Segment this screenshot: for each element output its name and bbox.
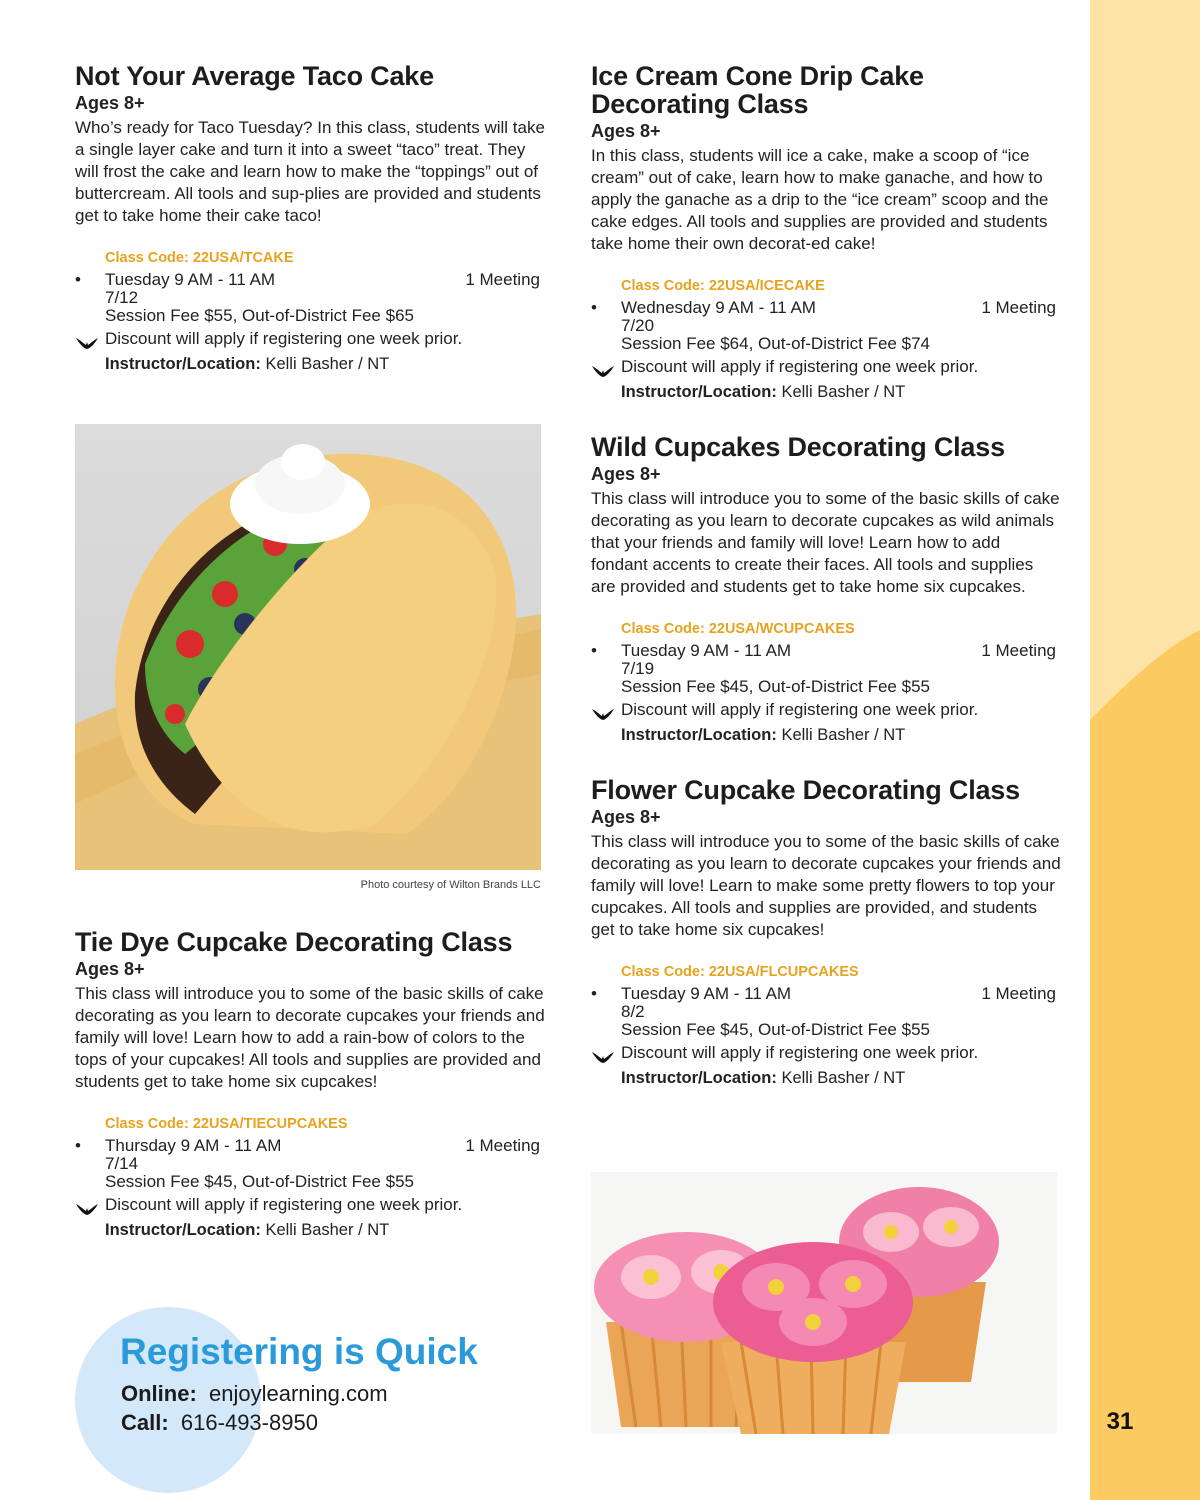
session-date: 7/12 <box>105 288 139 307</box>
session-info <box>75 271 545 325</box>
instructor-location <box>591 1065 1061 1091</box>
instructor-value: Kelli Basher / NT <box>781 1069 906 1087</box>
bird-icon <box>75 1199 99 1213</box>
course-ages: Ages 8+ <box>75 959 145 979</box>
discount-note <box>75 327 545 351</box>
photo-caption: Photo courtesy of Wilton Brands LLC <box>360 879 541 891</box>
session-info <box>75 1137 545 1191</box>
discount-note <box>591 698 1061 722</box>
course-title: Flower Cupcake Decorating Class <box>591 775 1020 805</box>
discount-note <box>591 1041 1061 1065</box>
course-description: Who’s ready for Taco Tuesday? In this class, students will take a single layer cake and turn it into a sweet “taco” treat. They will frost the cake and learn how to make the “toppings” out of buttercream. All tools and sup-plies are provided and students get to take home their cake taco! <box>75 118 545 225</box>
session-fees: Session Fee $55, Out-of-District Fee $65 <box>105 306 414 325</box>
session-date: 7/19 <box>621 659 655 678</box>
instructor-label: Instructor/Location: <box>621 1069 777 1087</box>
instructor-label: Instructor/Location: <box>105 355 261 373</box>
instructor-label: Instructor/Location: <box>105 1221 261 1239</box>
meeting-count: 1 Meeting <box>981 984 1056 1003</box>
discount-text: Discount will apply if registering one week prior. <box>105 329 463 348</box>
meeting-count: 1 Meeting <box>465 270 540 289</box>
course-ages: Ages 8+ <box>591 464 661 484</box>
call-label: Call: <box>121 1410 169 1435</box>
session-day: Tuesday 9 AM - 11 AM <box>105 270 276 289</box>
instructor-location <box>591 722 1061 748</box>
course-ages: Ages 8+ <box>75 93 145 113</box>
course-flower-cupcake <box>591 776 1061 1091</box>
phone-number[interactable]: 616-493-8950 <box>180 1410 318 1435</box>
meeting-count: 1 Meeting <box>981 641 1056 660</box>
online-label: Online: <box>121 1381 197 1406</box>
discount-text: Discount will apply if registering one week prior. <box>621 700 979 719</box>
session-fees: Session Fee $45, Out-of-District Fee $55 <box>621 677 930 696</box>
online-link[interactable]: enjoylearning.com <box>209 1381 388 1406</box>
bullet-icon: • <box>591 641 597 660</box>
session-date: 7/20 <box>621 316 655 335</box>
course-description: In this class, students will ice a cake, make a scoop of “ice cream” out of cake, learn how to make ganache, and how to apply the ganache as a drip to the “ice cream” scoop and the cake edges. All tools and supplies are provided and students take home their own decorat-ed cake! <box>591 146 1049 253</box>
session-fees: Session Fee $45, Out-of-District Fee $55 <box>621 1020 930 1039</box>
course-description: This class will introduce you to some of the basic skills of cake decorating as you learn to decorate cupcakes your friends and family will love! Learn to make some pretty flowers to top your cupcakes. All tools and supplies are provided, and students get to take home six cupcakes! <box>591 832 1061 939</box>
session-fees: Session Fee $45, Out-of-District Fee $55 <box>105 1172 414 1191</box>
class-code: Class Code: 22USA/ICECAKE <box>621 278 825 294</box>
bird-icon <box>75 333 99 347</box>
session-day: Thursday 9 AM - 11 AM <box>105 1136 282 1155</box>
instructor-location <box>75 351 545 377</box>
instructor-value: Kelli Basher / NT <box>265 355 390 373</box>
page-side-band <box>1090 0 1200 1500</box>
course-title-line2: Decorating Class <box>591 89 809 119</box>
session-day: Tuesday 9 AM - 11 AM <box>621 984 792 1003</box>
bullet-icon: • <box>591 298 597 317</box>
class-code: Class Code: 22USA/TIECUPCAKES <box>105 1116 348 1132</box>
course-description: This class will introduce you to some of the basic skills of cake decorating as you learn to decorate cupcakes as wild animals that your friends and family will love! Learn how to add fondant accents to create their faces. All tools and supplies are provided and students get to take home six cupcakes. <box>591 489 1060 596</box>
course-title <box>591 62 1061 118</box>
class-code: Class Code: 22USA/WCUPCAKES <box>621 621 855 637</box>
instructor-label: Instructor/Location: <box>621 383 777 401</box>
discount-note <box>591 355 1061 379</box>
discount-text: Discount will apply if registering one week prior. <box>621 357 979 376</box>
page-number: 31 <box>1106 1408 1134 1435</box>
taco-cake-photo <box>75 424 541 870</box>
discount-text: Discount will apply if registering one week prior. <box>621 1043 979 1062</box>
registration-online <box>121 1381 388 1407</box>
registration-call <box>121 1410 318 1436</box>
discount-note <box>75 1193 545 1217</box>
bullet-icon: • <box>591 984 597 1003</box>
instructor-value: Kelli Basher / NT <box>265 1221 390 1239</box>
course-ice-cream-cone-cake <box>591 62 1061 405</box>
meeting-count: 1 Meeting <box>465 1136 540 1155</box>
bird-icon <box>591 1047 615 1061</box>
instructor-value: Kelli Basher / NT <box>781 383 906 401</box>
class-code: Class Code: 22USA/TCAKE <box>105 250 294 266</box>
session-fees: Session Fee $64, Out-of-District Fee $74 <box>621 334 930 353</box>
course-tie-dye-cupcake <box>75 928 545 1243</box>
course-title-line1: Ice Cream Cone Drip Cake <box>591 61 924 91</box>
course-wild-cupcakes <box>591 433 1061 748</box>
bird-icon <box>591 704 615 718</box>
course-ages: Ages 8+ <box>591 121 661 141</box>
course-title: Wild Cupcakes Decorating Class <box>591 432 1005 462</box>
bullet-icon: • <box>75 1136 81 1155</box>
course-description: This class will introduce you to some of the basic skills of cake decorating as you learn to decorate cupcakes your friends and family will love! Learn how to add a rain-bow of colors to the tops of your cupcakes! All tools and supplies are provided and students get to take home six cupcakes! <box>75 984 545 1091</box>
registration-title: Registering is Quick <box>120 1331 478 1372</box>
side-band-wave <box>1090 0 1200 1500</box>
instructor-value: Kelli Basher / NT <box>781 726 906 744</box>
class-code: Class Code: 22USA/FLCUPCAKES <box>621 964 859 980</box>
course-taco-cake <box>75 62 545 377</box>
session-date: 8/2 <box>621 1002 645 1021</box>
course-ages: Ages 8+ <box>591 807 661 827</box>
session-info <box>591 642 1061 696</box>
right-column <box>591 62 1061 1091</box>
meeting-count: 1 Meeting <box>981 298 1056 317</box>
course-title: Tie Dye Cupcake Decorating Class <box>75 927 513 957</box>
course-title: Not Your Average Taco Cake <box>75 61 434 91</box>
instructor-location <box>591 379 1061 405</box>
bird-icon <box>591 361 615 375</box>
session-date: 7/14 <box>105 1154 139 1173</box>
left-column-lower <box>75 928 545 1243</box>
session-day: Tuesday 9 AM - 11 AM <box>621 641 792 660</box>
session-info <box>591 985 1061 1039</box>
discount-text: Discount will apply if registering one week prior. <box>105 1195 463 1214</box>
session-day: Wednesday 9 AM - 11 AM <box>621 298 816 317</box>
bullet-icon: • <box>75 270 81 289</box>
session-info <box>591 299 1061 353</box>
flower-cupcakes-photo <box>591 1172 1057 1434</box>
instructor-label: Instructor/Location: <box>621 726 777 744</box>
instructor-location <box>75 1217 545 1243</box>
left-column <box>75 62 545 377</box>
